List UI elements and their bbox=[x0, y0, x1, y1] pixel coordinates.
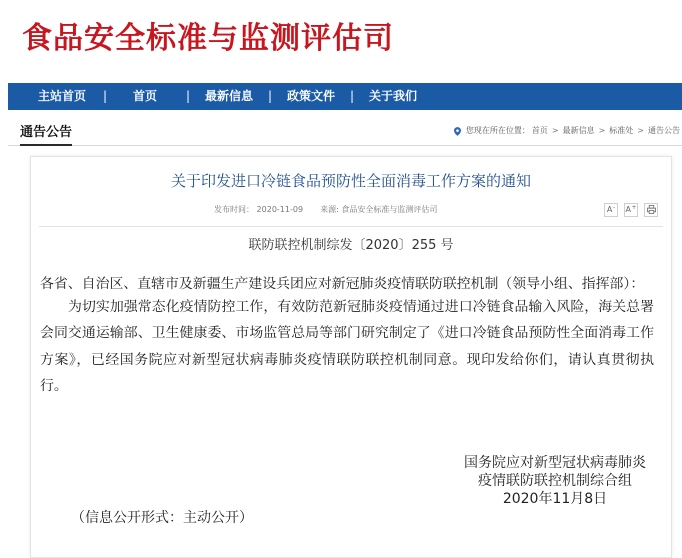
nav-item-latest-news[interactable]: 最新信息 bbox=[205, 89, 254, 103]
nav-item-home[interactable]: 首页 bbox=[133, 89, 158, 103]
font-increase-sign: + bbox=[631, 204, 637, 211]
font-decrease-button[interactable] bbox=[604, 203, 618, 217]
signature-org-line: 国务院应对新型冠状病毒肺炎 bbox=[464, 455, 646, 471]
source-value: 食品安全标准与监测评估司 bbox=[341, 205, 438, 214]
disclosure-note: （信息公开形式：主动公开） bbox=[71, 510, 253, 526]
article-meta bbox=[214, 205, 437, 215]
font-decrease-sign: - bbox=[612, 204, 616, 211]
signature-date: 2020年11月8日 bbox=[502, 491, 608, 507]
breadcrumb-separator: > bbox=[598, 126, 606, 135]
body-line: 为切实加强常态化疫情防控工作，有效防范新冠肺炎疫情通过进口冷链食品输入风险，海关总署 bbox=[68, 299, 654, 315]
body-line: 会同交通运输部、卫生健康委、市场监管总局等部门研究制定了《进口冷链食品预防性全面消毒工作 bbox=[40, 325, 654, 342]
breadcrumb-item-home[interactable]: 首页 bbox=[531, 126, 548, 135]
article-title: 关于印发进口冷链食品预防性全面消毒工作方案的通知 bbox=[170, 172, 531, 190]
article-divider bbox=[39, 226, 663, 227]
publish-date: 2020-11-09 bbox=[256, 205, 304, 214]
location-pin-icon bbox=[454, 127, 461, 136]
document-number: 联防联控机制综发〔2020〕255 号 bbox=[248, 238, 454, 253]
signature-org-line: 疫情联防联控机制综合组 bbox=[478, 473, 632, 489]
print-button[interactable] bbox=[644, 203, 658, 217]
breadcrumb bbox=[454, 126, 680, 136]
font-increase-button[interactable] bbox=[624, 203, 638, 217]
breadcrumb-separator: > bbox=[637, 126, 644, 135]
nav-separator: | bbox=[186, 89, 191, 103]
nav-item-about-us[interactable]: 关于我们 bbox=[369, 89, 418, 103]
nav-separator: | bbox=[103, 89, 108, 103]
article-container bbox=[30, 156, 672, 558]
publish-date-label: 发布时间： bbox=[214, 205, 254, 214]
salutation: 各省、自治区、直辖市及新疆生产建设兵团应对新冠肺炎疫情联防联控机制（领导小组、指挥部）： bbox=[40, 276, 645, 292]
breadcrumb-item-notices[interactable]: 通告公告 bbox=[648, 126, 680, 135]
source-label: 来源: bbox=[320, 205, 339, 214]
section-title: 通告公告 bbox=[20, 123, 72, 146]
font-increase-letter: A bbox=[625, 205, 631, 214]
breadcrumb-prefix: 您现在所在位置： bbox=[465, 126, 530, 135]
font-decrease-letter: A bbox=[606, 205, 613, 214]
site-title: 食品安全标准与监测评估司 bbox=[22, 21, 394, 56]
main-nav bbox=[8, 83, 682, 110]
signature-block bbox=[444, 454, 666, 508]
body-paragraph bbox=[40, 294, 654, 399]
breadcrumb-item-latest-news[interactable]: 最新信息 bbox=[562, 126, 595, 135]
article-tools bbox=[604, 203, 658, 217]
printer-icon bbox=[647, 205, 656, 216]
nav-separator: | bbox=[268, 89, 273, 103]
body-line: 行。 bbox=[40, 377, 68, 394]
breadcrumb-item-standards-office[interactable]: 标准处 bbox=[609, 126, 634, 135]
body-line: 方案》，已经国务院应对新型冠状病毒肺炎疫情联防联控机制同意。现印发给你们，请认真贯彻执 bbox=[40, 351, 654, 368]
nav-item-policy-documents[interactable]: 政策文件 bbox=[287, 89, 336, 103]
nav-item-main-home[interactable]: 主站首页 bbox=[38, 89, 87, 103]
nav-separator: | bbox=[350, 89, 355, 103]
breadcrumb-separator: > bbox=[551, 126, 559, 135]
